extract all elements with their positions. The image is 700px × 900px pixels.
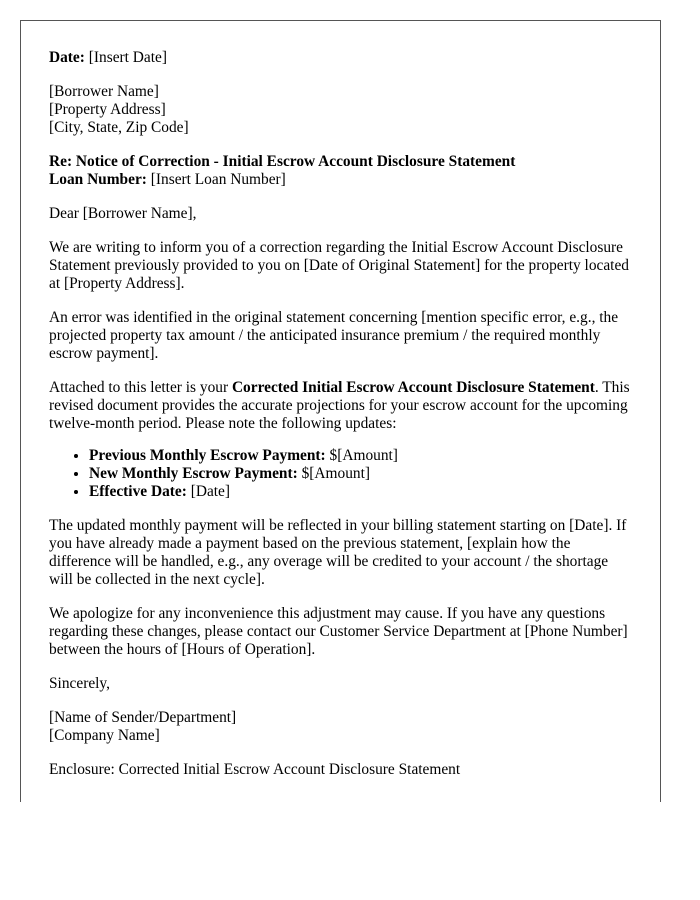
loan-number-line [49,171,632,189]
paragraph-3-rest: . This revised document provides the accurate projections for your escrow account for the upcoming twelve-month period. Please note the following updates: [49,379,630,432]
loan-number-value: [Insert Loan Number] [150,171,286,188]
recipient-city-state-zip: [City, State, Zip Code] [49,119,189,136]
subject-text: Re: Notice of Correction - Initial Escrow Account Disclosure Statement [49,153,516,170]
body-paragraph-4: The updated monthly payment will be reflected in your billing statement starting on [Date]. If you have already made a payment based on the previous statement, [explain how the difference will be handled, e.g., any overage will be credited to your account / the shortage will be collected in the next cycle]. [49,517,627,588]
body-paragraph-2: An error was identified in the original statement concerning [mention specific error, e.g., the projected property tax amount / the anticipated insurance premium / the required monthly escrow payment]. [49,309,619,362]
update-value: $[Amount] [297,465,370,482]
signature-block [49,709,632,745]
update-label: New Monthly Escrow Payment: [89,465,298,482]
update-item-effective-date [89,483,632,501]
subject-block [49,153,632,189]
loan-number-label: Loan Number: [49,171,147,188]
enclosure-line: Enclosure: Corrected Initial Escrow Account Disclosure Statement [49,761,461,778]
date-line [49,49,632,67]
recipient-name: [Borrower Name] [49,83,159,100]
date-label: Date: [49,49,85,66]
updates-list [49,447,632,501]
update-label: Effective Date: [89,483,187,500]
recipient-address [49,83,632,137]
letter-page [20,20,661,802]
sender-name: [Name of Sender/Department] [49,709,237,726]
sender-company: [Company Name] [49,727,160,744]
update-value: $[Amount] [325,447,398,464]
update-label: Previous Monthly Escrow Payment: [89,447,326,464]
paragraph-3-lead: Attached to this letter is your [49,379,232,396]
corrected-statement-name: Corrected Initial Escrow Account Disclosure Statement [231,379,595,396]
recipient-property-address: [Property Address] [49,101,166,118]
update-value: [Date] [186,483,231,500]
closing: Sincerely, [49,675,110,692]
body-paragraph-1: We are writing to inform you of a correction regarding the Initial Escrow Account Disclosure Statement previously provided to you on [Date of Original Statement] for the property located at [Property Address]. [49,239,629,292]
date-value: [Insert Date] [88,49,167,66]
body-paragraph-5: We apologize for any inconvenience this adjustment may cause. If you have any questions regarding these changes, please contact our Customer Service Department at [Phone Number] between the hours of [Hours of Operation]. [49,605,628,658]
salutation: Dear [Borrower Name], [49,205,197,222]
subject-line [49,153,632,171]
body-paragraph-3 [49,379,632,433]
update-item-new-payment [89,465,632,483]
update-item-previous-payment [89,447,632,465]
